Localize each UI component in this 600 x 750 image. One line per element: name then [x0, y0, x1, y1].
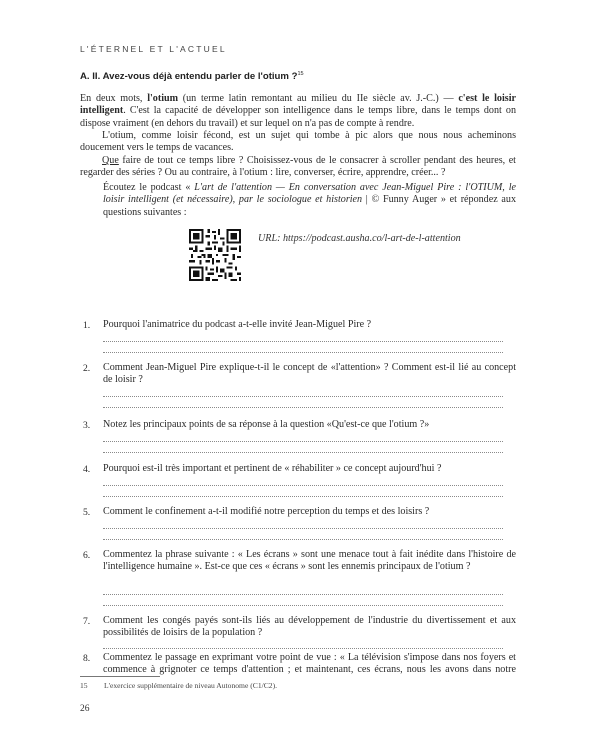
question-3-text: Notez les principaux points de sa réponse à la question «Qu'est-ce que l'otium ?» [103, 419, 430, 430]
answer-line[interactable] [103, 594, 503, 595]
question-8-text: Commentez le passage en exprimant votre point de vue : « La télévision s'impose dans nos foyers et commence à grignoter ce temps d'attention ; et maintenant, ces écrans, nous les avons dans notre [103, 652, 516, 676]
podcast-title: L'art de l'attention — En conversation avec Jean-Miguel Pire : l'OTIUM, le loisir intelligent (et nécessaire), par le sociologue et historien [103, 182, 516, 206]
footnote-text: L'exercice supplémentaire de niveau Autonome (C1/C2). [104, 681, 278, 690]
footnote-ref: 15 [297, 71, 304, 77]
que-faire-paragraph [80, 155, 516, 180]
answer-line[interactable] [103, 352, 503, 353]
question-6-text: Commentez la phrase suivante : « Les écrans » sont une menace tout à fait inédite dans l'histoire de l'intelligence humaine ». Est-ce que ces « écrans » sont les ennemis principaux de l'otium ? [103, 549, 516, 573]
intro-bold-otium: l'otium [147, 93, 179, 104]
answer-line[interactable] [103, 441, 503, 442]
question-2-text: Comment Jean-Miguel Pire explique-t-il le concept de «l'attention» ? Comment est-il lié au concept de loisir ? [103, 362, 516, 386]
question-5-number: 5. [83, 507, 91, 518]
running-head: L'ÉTERNEL ET L'ACTUEL [80, 44, 227, 54]
intro-bold-loisir: c'est le loisir intelligent [80, 93, 516, 117]
question-2-number: 2. [83, 363, 91, 374]
que-underlined: Que [102, 155, 119, 166]
que-faire-rest: faire de tout ce temps libre ? Choisissez-vous de le consacrer à scroller pendant des heures, et regarder des séries ? Ou au contraire, à l'otium : lire, converser, écrire, apprendre, créer... ? [80, 155, 516, 179]
question-7-number: 7. [83, 616, 91, 627]
answer-line[interactable] [103, 341, 503, 342]
answer-line[interactable] [103, 648, 503, 649]
podcast-lead: Écoutez le podcast « [103, 182, 195, 193]
question-3-number: 3. [83, 420, 91, 431]
answer-line[interactable] [103, 539, 503, 540]
question-4-text: Pourquoi est-il très important et pertinent de « réhabiliter » ce concept aujourd'hui ? [103, 463, 442, 474]
podcast-url[interactable]: URL: https://podcast.ausha.co/l-art-de-l-attention [258, 233, 461, 244]
section-title-text: A. II. Avez-vous déjà entendu parler de l'otium ? [80, 71, 298, 82]
question-1-text: Pourquoi l'animatrice du podcast a-t-elle invité Jean-Miguel Pire ? [103, 319, 372, 330]
podcast-tail: | © Funny Auger » et répondez aux questions suivantes : [103, 194, 516, 218]
intro-text-3: . C'est la capacité de développer son intelligence dans le temps libre, dans le temps dont on dispose vraiment (en dehors du travail) et sur lequel on n'a pas de compte à rendre. [80, 105, 516, 129]
answer-line[interactable] [103, 528, 503, 529]
answer-line[interactable] [103, 485, 503, 486]
qr-code-icon[interactable] [189, 229, 241, 281]
intro-text-2: (un terme latin remontant au milieu du IIe siècle av. J.-C.) — [178, 93, 459, 104]
section-title [80, 71, 304, 82]
answer-line[interactable] [103, 396, 503, 397]
podcast-instructions [103, 182, 516, 219]
answer-line[interactable] [103, 452, 503, 453]
question-8-number: 8. [83, 653, 91, 664]
question-1-number: 1. [83, 320, 91, 331]
footnote-divider [80, 676, 160, 677]
question-4-number: 4. [83, 464, 91, 475]
intro-paragraph [80, 93, 516, 130]
question-7-text: Comment les congés payés sont-ils liés au développement de l'industrie du divertissement et aux possibilités de loisirs de la population ? [103, 615, 516, 639]
answer-line[interactable] [103, 605, 503, 606]
answer-line[interactable] [103, 407, 503, 408]
question-5-text: Comment le confinement a-t-il modifié notre perception du temps et des loisirs ? [103, 506, 430, 517]
footnote-number: 15 [80, 681, 88, 690]
page-number: 26 [80, 704, 90, 714]
answer-line[interactable] [103, 496, 503, 497]
intro-text-1: En deux mots, [80, 93, 148, 104]
question-6-number: 6. [83, 550, 91, 561]
otium-paragraph: L'otium, comme loisir fécond, est un sujet qui tombe à pic alors que nous nous acheminons doucement vers le temps de vacances. [80, 130, 516, 154]
